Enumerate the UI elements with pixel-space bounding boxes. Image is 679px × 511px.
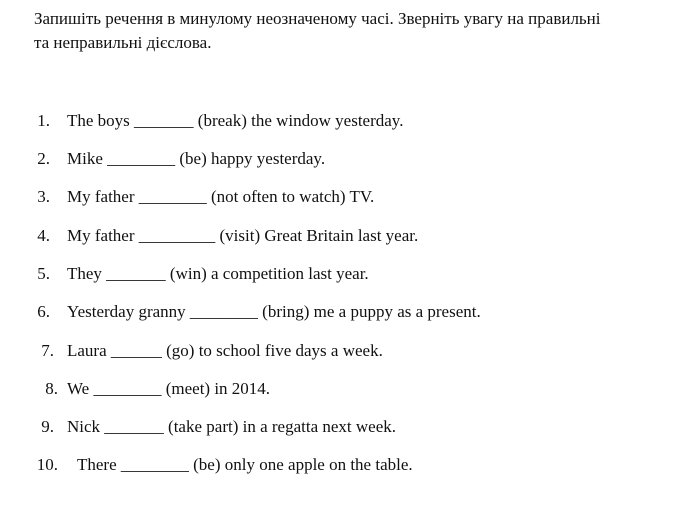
exercise-number: 8. [45, 379, 58, 398]
exercise-sentence: The boys _______ (break) the window yesterday. [67, 111, 404, 130]
exercise-number: 9. [41, 417, 54, 436]
exercise-sentence: My father ________ (not often to watch) TV. [67, 187, 375, 206]
instructions-line-1: Запишіть речення в минулому неозначеному часі. Зверніть увагу на правильні [34, 9, 601, 28]
exercise-sentence: Nick _______ (take part) in a regatta next week. [67, 417, 397, 436]
exercise-number: 4. [37, 226, 50, 245]
exercise-sentence: There ________ (be) only one apple on the table. [77, 455, 413, 474]
exercise-number: 7. [41, 341, 54, 360]
exercise-sentence: Yesterday granny ________ (bring) me a puppy as a present. [67, 302, 481, 321]
exercise-number: 3. [37, 187, 50, 206]
exercise-sentence: My father _________ (visit) Great Britain last year. [67, 226, 419, 245]
exercise-sentence: Laura ______ (go) to school five days a week. [67, 341, 383, 360]
exercise-number: 10. [36, 455, 58, 474]
exercise-number: 5. [37, 264, 50, 283]
exercise-number: 6. [37, 302, 50, 321]
exercise-sentence: They _______ (win) a competition last year. [67, 264, 369, 283]
instructions-line-2: та неправильні дієслова. [34, 33, 212, 52]
exercise-number: 1. [37, 111, 50, 130]
exercise-sentence: Mike ________ (be) happy yesterday. [67, 149, 326, 168]
exercise-number: 2. [37, 149, 50, 168]
exercise-sentence: We ________ (meet) in 2014. [67, 379, 271, 398]
